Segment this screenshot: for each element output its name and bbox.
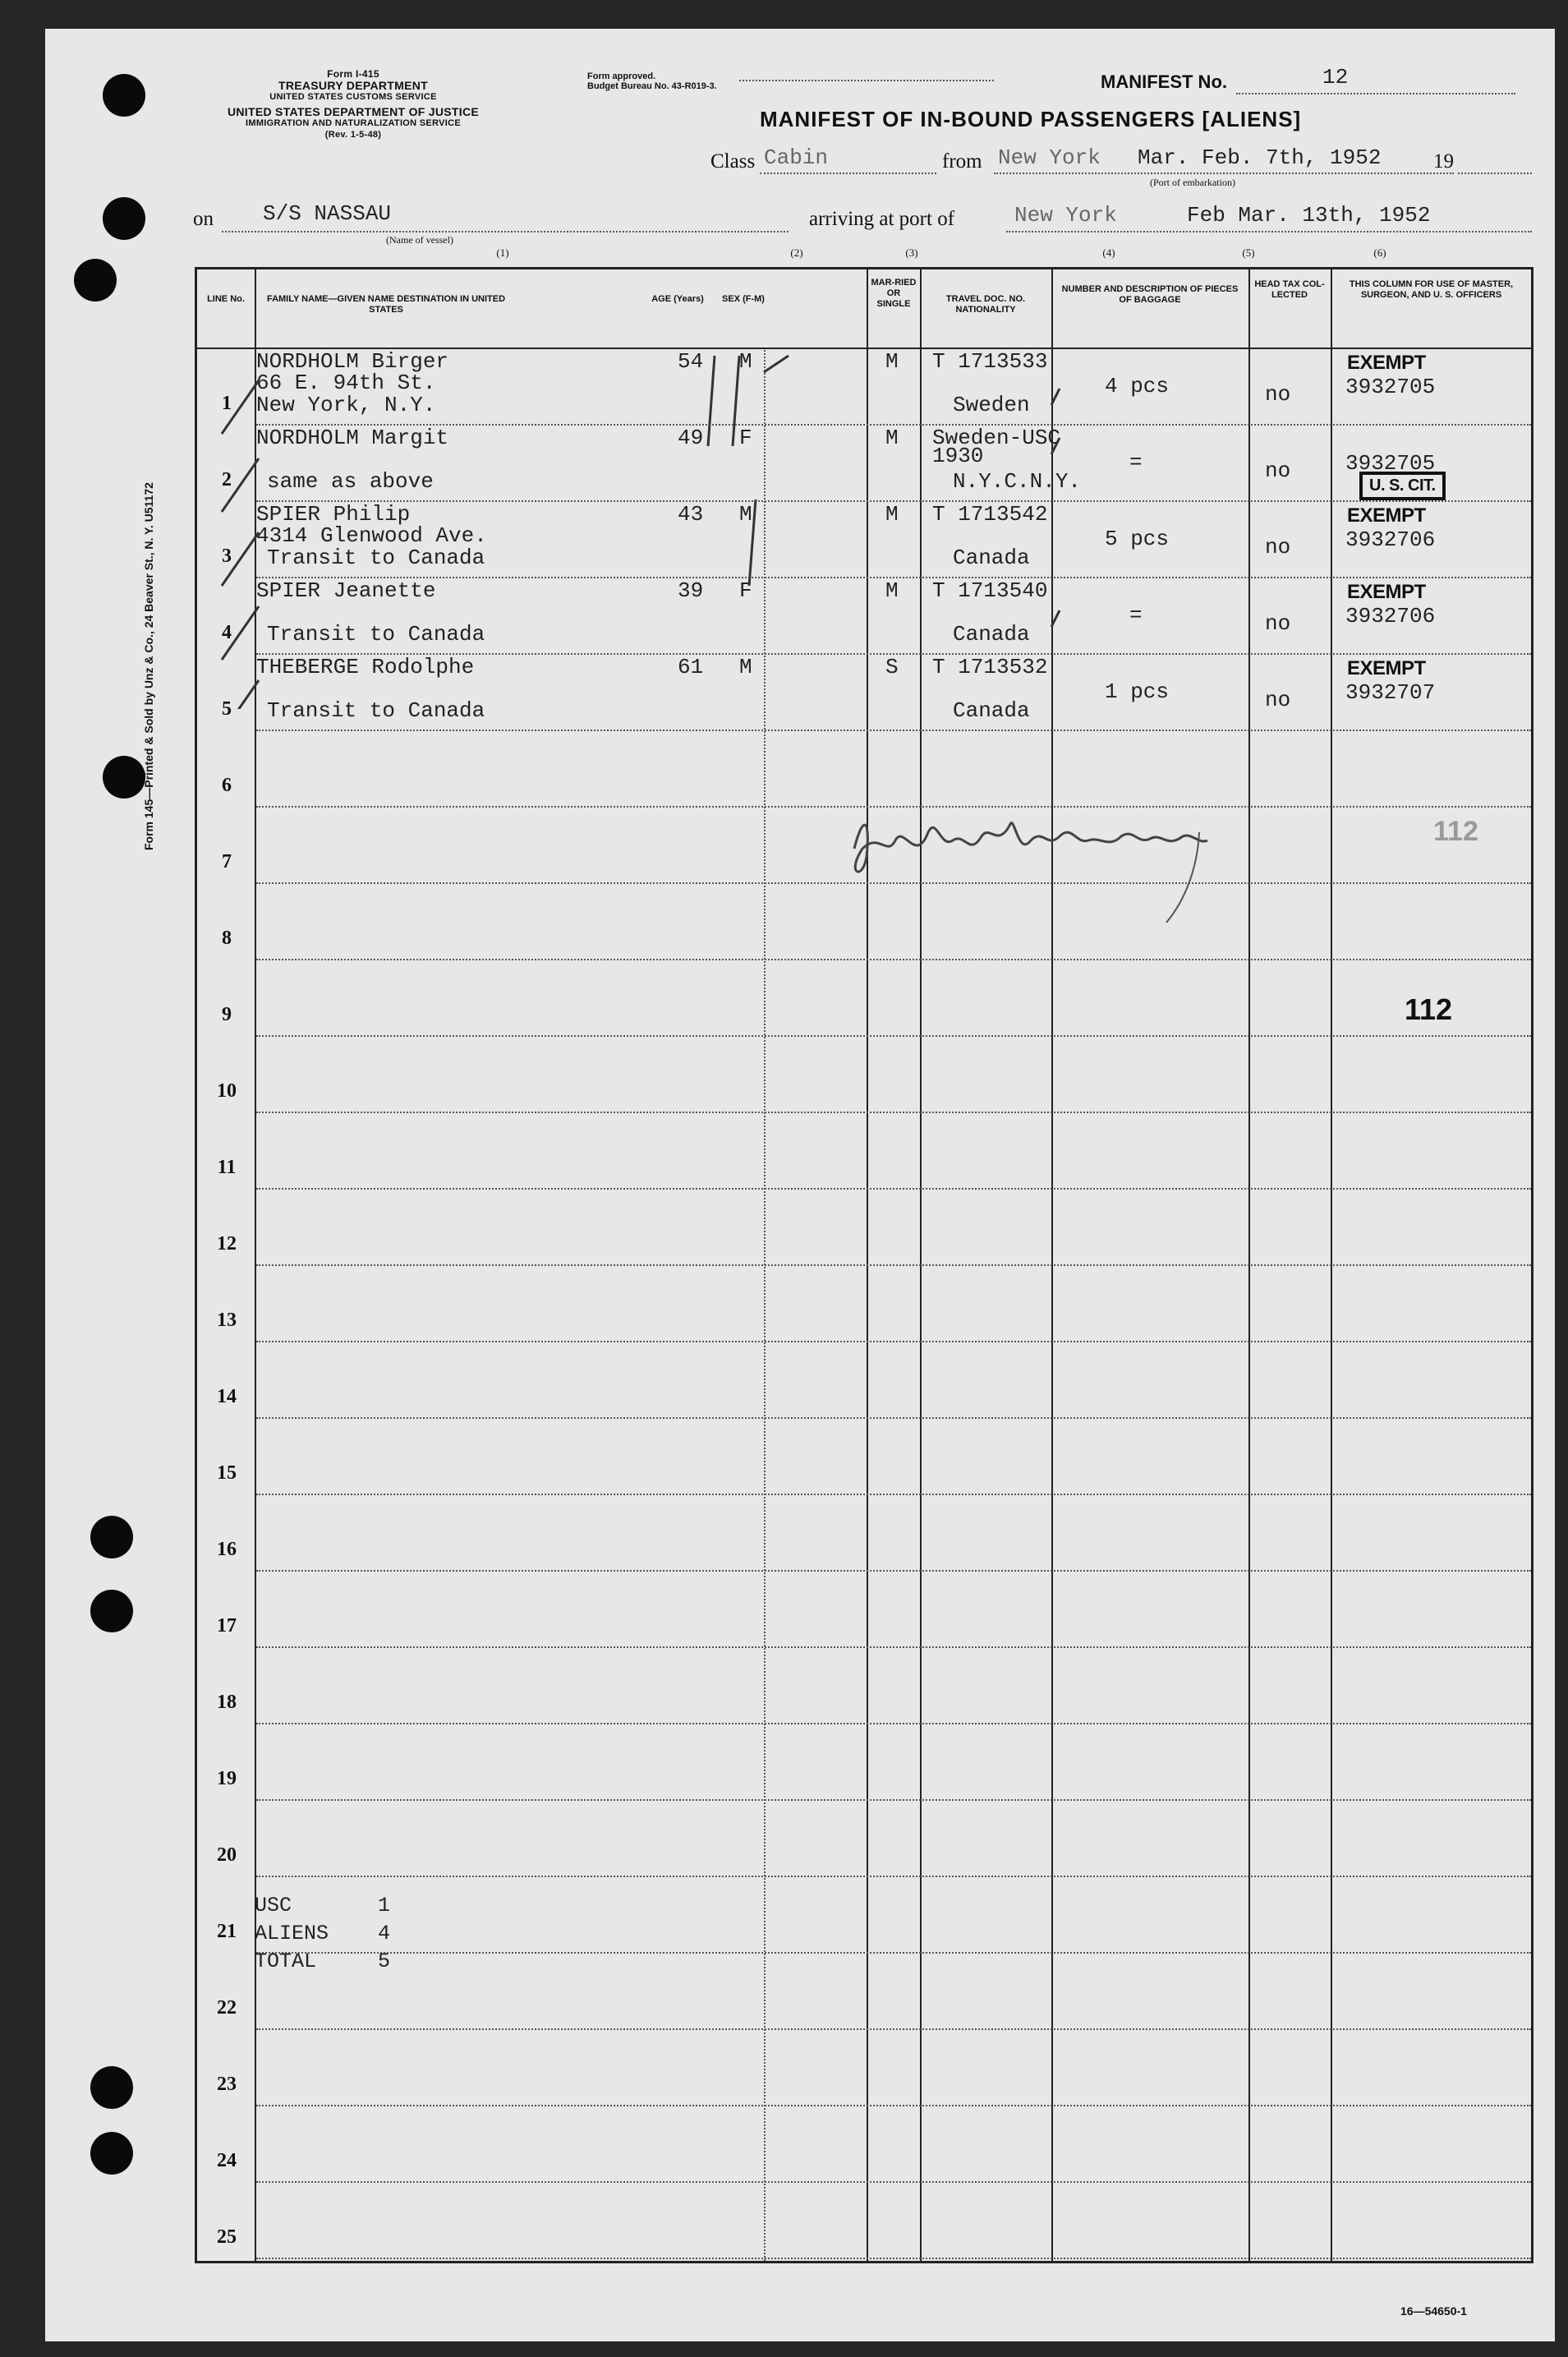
line-number: 3: [222, 546, 232, 567]
officer-stamp: EXEMPT: [1347, 352, 1426, 374]
officer-number: 3932705: [1345, 375, 1436, 399]
passenger-destination: same as above: [267, 469, 434, 494]
passenger-address: 4314 Glenwood Ave.: [256, 523, 487, 548]
ins-service: IMMIGRATION AND NATURALIZATION SERVICE: [246, 118, 461, 128]
line-number: 18: [217, 1692, 237, 1713]
line-number: 6: [222, 775, 232, 796]
budget-bureau: Budget Bureau No. 43-R019-3.: [587, 81, 717, 91]
printer-imprint: Form 145—Printed & Sold by Unz & Co., 24 Beaver St., N. Y. U51172: [142, 482, 155, 850]
officer-number: 3932707: [1345, 680, 1436, 705]
travel-doc: T 1713532: [932, 655, 1048, 679]
row-dotline: [256, 959, 1531, 960]
revision: (Rev. 1-5-48): [324, 130, 382, 140]
passenger-marital: M: [885, 349, 899, 374]
baggage: 5 pcs: [1105, 527, 1170, 551]
passenger-table: [195, 267, 1534, 2263]
row-dotline: [256, 1417, 1531, 1419]
line-number: 24: [217, 2150, 237, 2171]
officer-number: 3932706: [1345, 527, 1436, 552]
class-dotline: [760, 173, 936, 174]
th-officers: THIS COLUMN FOR USE OF MASTER, SURGEON, AND U. S. OFFICERS: [1349, 279, 1514, 300]
header-left-block: [197, 68, 509, 140]
binder-hole: [90, 1590, 133, 1632]
row-dotline: [256, 1570, 1531, 1572]
line-number: 10: [217, 1080, 237, 1102]
from-port: New York: [998, 145, 1101, 170]
head-tax: no: [1265, 611, 1291, 636]
footer-code: 16—54650-1: [1400, 2304, 1467, 2318]
manifest-page: [45, 29, 1555, 2341]
arrival-port: New York: [1014, 203, 1117, 228]
passenger-age: 43: [678, 502, 704, 527]
line-number: 1: [222, 393, 232, 414]
passenger-age: 39: [678, 578, 704, 603]
binder-hole: [90, 1516, 133, 1558]
row-dotline: [256, 1952, 1531, 1954]
line-number: 2: [222, 469, 232, 490]
travel-doc: T 1713540: [932, 578, 1048, 603]
row-dotline: [256, 1188, 1531, 1190]
baggage: =: [1129, 450, 1143, 475]
embarkation-note: (Port of embarkation): [1150, 177, 1235, 188]
officer-number: 3932706: [1345, 604, 1436, 628]
head-tax: no: [1265, 535, 1291, 559]
form-number: Form I-415: [327, 68, 379, 80]
line-number: 17: [217, 1615, 237, 1637]
th-married: MAR-RIED OR SINGLE: [871, 278, 917, 309]
nationality: Canada: [953, 622, 1030, 647]
row-dotline: [256, 2105, 1531, 2106]
approved-text: Form approved.: [587, 71, 656, 81]
line-number: 14: [217, 1386, 237, 1407]
binder-hole: [103, 197, 145, 240]
travel-doc: T 1713542: [932, 502, 1048, 527]
binder-hole: [74, 259, 117, 302]
baggage: 4 pcs: [1105, 374, 1170, 398]
passenger-name: NORDHOLM Margit: [256, 426, 449, 450]
passenger-marital: M: [885, 502, 899, 527]
passenger-name: SPIER Philip: [256, 502, 411, 527]
th-baggage: NUMBER AND DESCRIPTION OF PIECES OF BAGGAGE: [1061, 284, 1239, 305]
row-dotline: [256, 1035, 1531, 1037]
from-date: Mar. Feb. 7th, 1952: [1138, 145, 1382, 170]
passenger-name: THEBERGE Rodolphe: [256, 655, 475, 679]
row-dotline: [256, 1799, 1531, 1801]
vessel-name: S/S NASSAU: [263, 201, 392, 226]
line-number: 16: [217, 1539, 237, 1560]
binder-hole: [90, 2066, 133, 2109]
row-dotline: [256, 1341, 1531, 1342]
customs-service: UNITED STATES CUSTOMS SERVICE: [269, 92, 437, 102]
from-label: from: [942, 150, 982, 173]
line-number: 15: [217, 1462, 237, 1484]
line-number: 22: [217, 1997, 237, 2019]
head-tax: no: [1265, 382, 1291, 407]
summary-block: [255, 1892, 390, 1976]
passenger-destination: Transit to Canada: [267, 546, 485, 570]
passenger-sex: M: [739, 349, 752, 374]
line-number: 12: [217, 1233, 237, 1254]
manifest-no-value: 12: [1322, 65, 1349, 90]
vessel-note: (Name of vessel): [386, 234, 453, 246]
th-travel: TRAVEL DOC. NO. NATIONALITY: [945, 294, 1026, 315]
col-num-1: (1): [496, 246, 509, 259]
arrival-dotline: [1006, 231, 1532, 232]
line-number: 11: [217, 1157, 237, 1178]
baggage: =: [1129, 603, 1143, 628]
nationality: Canada: [953, 546, 1030, 570]
line-number: 21: [217, 1921, 237, 1942]
th-sex: SEX (F-M): [722, 294, 765, 304]
class-label: Class: [710, 150, 756, 173]
class-value: Cabin: [764, 145, 829, 170]
th-line: LINE No.: [207, 294, 245, 304]
passenger-destination: Transit to Canada: [267, 622, 485, 647]
binder-hole: [103, 756, 145, 799]
binder-hole: [103, 74, 145, 117]
passenger-marital: M: [885, 578, 899, 603]
col-num-5: (5): [1242, 246, 1255, 259]
th-headtax: HEAD TAX COL-LECTED: [1254, 279, 1325, 300]
manifest-no-label: MANIFEST No.: [1101, 71, 1227, 92]
vessel-dotline: [222, 231, 789, 232]
passenger-address: 66 E. 94th St.: [256, 371, 436, 395]
passenger-marital: S: [885, 655, 899, 679]
arriving-label: arriving at port of: [809, 208, 955, 230]
col-num-2: (2): [790, 246, 803, 259]
officer-number: 3932705: [1345, 451, 1436, 476]
row-dotline: [256, 2181, 1531, 2183]
row-dotline: [256, 2258, 1531, 2259]
officer-stamp: EXEMPT: [1347, 657, 1426, 679]
row-dotline: [256, 1112, 1531, 1113]
passenger-sex: F: [739, 578, 752, 603]
approval-dotline: [739, 80, 994, 81]
passenger-age: 61: [678, 655, 704, 679]
row-dotline: [256, 2028, 1531, 2030]
line-number: 9: [222, 1004, 232, 1025]
line-number: 13: [217, 1310, 237, 1331]
col-num-4: (4): [1102, 246, 1115, 259]
manifest-no-dotline: [1236, 93, 1515, 94]
passenger-age: 49: [678, 426, 704, 450]
faint-page-number: 112: [1433, 816, 1478, 847]
line-number: 20: [217, 1844, 237, 1866]
row-dotline: [256, 1723, 1531, 1724]
officer-signature: [838, 799, 1265, 931]
passenger-sex: M: [739, 502, 752, 527]
passenger-sex: F: [739, 426, 752, 450]
passenger-age: 54: [678, 349, 704, 374]
baggage: 1 pcs: [1105, 679, 1170, 704]
line-number: 25: [217, 2226, 237, 2248]
head-tax: no: [1265, 688, 1291, 712]
from-dotline: [994, 173, 1454, 174]
travel-doc: Sweden-USC: [932, 426, 1061, 450]
passenger-marital: M: [885, 426, 899, 450]
passenger-sex: M: [739, 655, 752, 679]
head-tax: no: [1265, 458, 1291, 483]
passenger-name: NORDHOLM Birger: [256, 349, 449, 374]
nationality: N.Y.C.N.Y.: [953, 469, 1082, 494]
travel-doc-year: 1930: [932, 444, 984, 468]
col-num-3: (3): [905, 246, 918, 259]
line-number: 7: [222, 851, 232, 872]
row-dotline: [256, 1876, 1531, 1877]
justice-dept: UNITED STATES DEPARTMENT OF JUSTICE: [227, 105, 480, 118]
year-dotline: [1458, 173, 1532, 174]
passenger-destination: New York, N.Y.: [256, 393, 436, 417]
arrival-date: Feb Mar. 13th, 1952: [1187, 203, 1431, 228]
row-dotline: [256, 1494, 1531, 1495]
passenger-name: SPIER Jeanette: [256, 578, 436, 603]
col-num-6: (6): [1373, 246, 1386, 259]
row-dotline: [256, 1646, 1531, 1648]
binder-hole: [90, 2132, 133, 2175]
page-number-stamp: 112: [1405, 992, 1453, 1026]
officer-stamp: EXEMPT: [1347, 581, 1426, 603]
year-label: 19: [1433, 150, 1454, 173]
row-dotline: [256, 730, 1531, 731]
manifest-title: MANIFEST OF IN-BOUND PASSENGERS [ALIENS]: [760, 107, 1302, 131]
row-dotline: [256, 1264, 1531, 1266]
summary-aliens: ALIENS 4: [255, 1922, 391, 1945]
line-number: 19: [217, 1768, 237, 1789]
nationality: Canada: [953, 698, 1030, 723]
summary-usc: USC 1: [255, 1894, 391, 1917]
line-number: 5: [222, 698, 232, 720]
treasury-dept: TREASURY DEPARTMENT: [278, 79, 428, 92]
line-number: 4: [222, 622, 232, 643]
officer-stamp: U. S. CIT.: [1359, 472, 1446, 500]
approval-block: [587, 71, 717, 91]
travel-doc: T 1713533: [932, 349, 1048, 374]
nationality: Sweden: [953, 393, 1030, 417]
on-label: on: [193, 208, 214, 230]
check-marks: [197, 348, 1536, 709]
summary-total: TOTAL 5: [255, 1950, 391, 1973]
officer-stamp: EXEMPT: [1347, 504, 1426, 527]
th-age: AGE (Years): [651, 294, 704, 304]
th-name: FAMILY NAME—GIVEN NAME DESTINATION IN UNITED STATES: [266, 294, 506, 315]
line-number: 8: [222, 928, 232, 949]
passenger-destination: Transit to Canada: [267, 698, 485, 723]
line-number: 23: [217, 2074, 237, 2095]
